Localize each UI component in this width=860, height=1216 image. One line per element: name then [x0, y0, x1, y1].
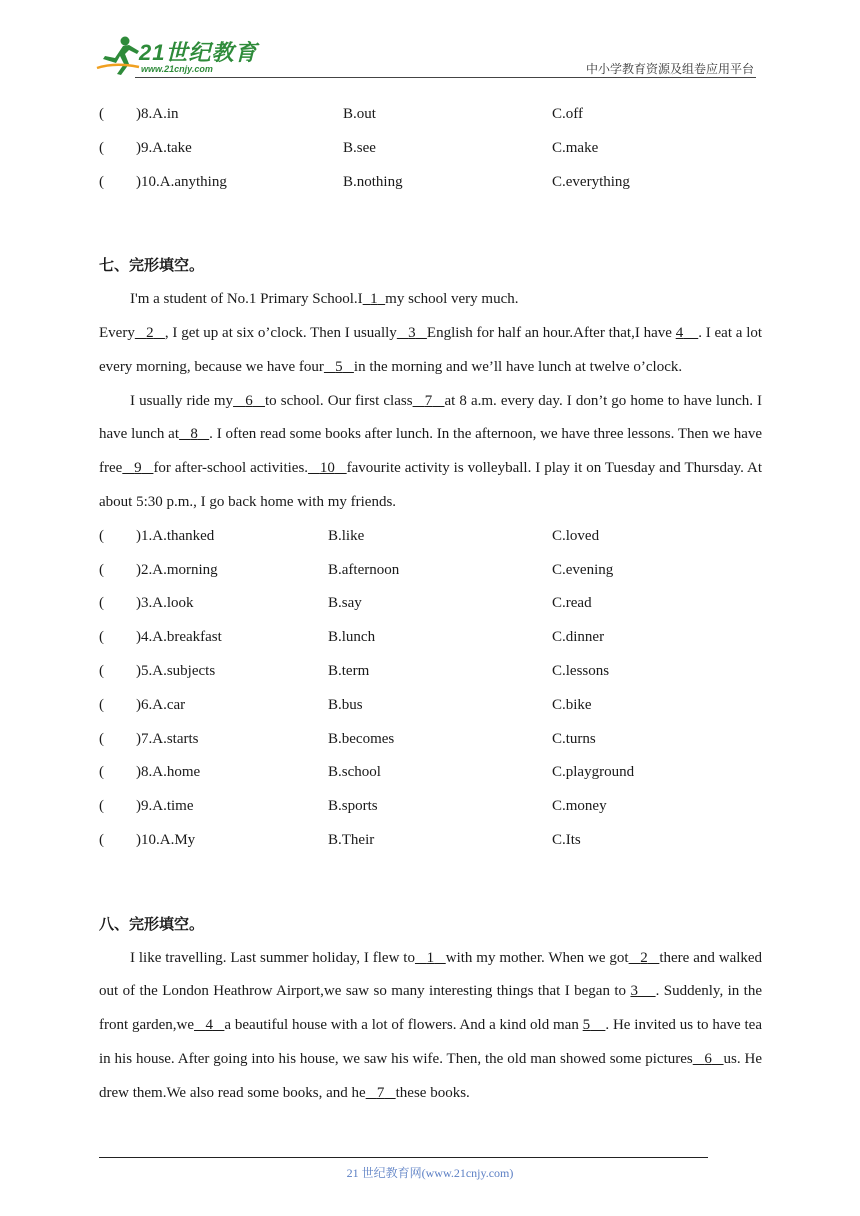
option-c: C.lessons	[552, 662, 610, 679]
section-7-title: 七、完形填空。	[99, 256, 205, 275]
option-row	[99, 790, 762, 824]
option-a: )10.A.My	[136, 831, 196, 848]
option-c: C.money	[552, 798, 607, 815]
page-header	[0, 0, 860, 90]
section-7-paragraph-2: Every 2 , I get up at six o’clock. Then I usually 3 English for half an hour.After that,I have 4 . I eat a lot every morning, because we have four 5 in the morning and we’ll have lunch at twelve o’clock.	[99, 324, 763, 375]
section-7-paragraph-1: I'm a student of No.1 Primary School.I 1 my school very much.	[130, 291, 519, 308]
blank-6: 6	[245, 392, 253, 409]
option-row	[99, 689, 762, 723]
answer-paren: (	[99, 595, 104, 612]
worksheet-content	[99, 98, 762, 1111]
option-b: B.bus	[328, 696, 363, 713]
blank-5: 5	[335, 358, 343, 375]
blank-4: 4	[205, 1017, 213, 1034]
section-8-title: 八、完形填空。	[99, 914, 205, 933]
option-a: )9.A.time	[136, 798, 194, 815]
section-7-paragraph-3: I usually ride my 6 to school. Our first class 7 at 8 a.m. every day. I don’t go home to have lunch. I have lunch at 8 . I often read some books after lunch. In the afternoon, we have three lessons. Then we have free 9 for after-school activities. 10 favourite activity is volleyball. I play it on Tuesday and Thursday. At about 5:30 p.m., I go back home with my friends.	[99, 392, 763, 510]
prev-section-options	[99, 98, 762, 199]
footer-source: 21 世纪教育网(www.21cnjy.com)	[346, 1166, 514, 1180]
answer-paren: (	[99, 106, 104, 122]
runner-logo-icon	[95, 34, 143, 76]
option-c: C.turns	[552, 730, 596, 747]
blank-9: 9	[134, 460, 142, 477]
option-b: B.Their	[328, 831, 375, 848]
option-row	[99, 587, 762, 621]
option-row	[99, 824, 762, 858]
answer-paren: (	[99, 139, 104, 156]
option-b: B.term	[328, 662, 370, 679]
blank-8: 8	[190, 426, 198, 443]
option-b: B.out	[343, 106, 376, 122]
blank-10: 10	[319, 460, 335, 477]
option-row	[99, 756, 762, 790]
option-c: C.loved	[552, 527, 600, 544]
blank-1: 1	[370, 291, 378, 308]
answer-paren: (	[99, 629, 104, 646]
option-row	[99, 132, 762, 166]
blank-3: 3	[630, 983, 638, 1000]
answer-paren: (	[99, 561, 104, 578]
option-b: B.school	[328, 764, 381, 781]
site-logo	[95, 34, 265, 76]
answer-paren: (	[99, 831, 104, 848]
blank-7: 7	[376, 1084, 385, 1101]
option-a: )1.A.thanked	[136, 527, 215, 544]
option-a: )10.A.anything	[136, 173, 227, 190]
option-c: C.read	[552, 595, 592, 612]
option-b: B.afternoon	[328, 561, 400, 578]
option-c: C.playground	[552, 764, 635, 781]
blank-7: 7	[424, 392, 433, 409]
option-b: B.nothing	[343, 173, 403, 190]
option-c: C.everything	[552, 173, 630, 190]
option-c: C.bike	[552, 696, 592, 713]
option-b: B.see	[343, 139, 376, 156]
option-c: C.make	[552, 139, 599, 156]
option-row	[99, 655, 762, 689]
option-row	[99, 554, 762, 588]
option-row	[99, 166, 762, 200]
blank-6: 6	[704, 1050, 712, 1067]
blank-2: 2	[640, 949, 648, 966]
option-a: )9.A.take	[136, 139, 192, 156]
answer-paren: (	[99, 730, 104, 747]
option-row	[99, 520, 762, 554]
header-divider	[135, 77, 756, 78]
option-a: )3.A.look	[136, 595, 194, 612]
option-a: )4.A.breakfast	[136, 629, 222, 646]
answer-paren: (	[99, 173, 104, 190]
platform-name: 中小学教育资源及组卷应用平台	[585, 62, 754, 76]
blank-5: 5	[582, 1017, 591, 1034]
option-row	[99, 621, 762, 655]
option-a: )6.A.car	[136, 696, 186, 713]
option-b: B.sports	[328, 798, 378, 815]
footer-divider	[99, 1157, 708, 1158]
logo-text: 21世纪教育	[139, 40, 258, 65]
option-a: )2.A.morning	[136, 561, 218, 578]
option-c: C.off	[552, 106, 583, 122]
blank-4: 4	[675, 324, 684, 341]
blank-3: 3	[408, 324, 416, 341]
option-b: B.becomes	[328, 730, 395, 747]
option-a: )5.A.subjects	[136, 662, 216, 679]
option-b: B.say	[328, 595, 362, 612]
blank-1: 1	[426, 949, 435, 966]
option-a: )8.A.home	[136, 764, 201, 781]
option-b: B.like	[328, 527, 365, 544]
answer-paren: (	[99, 764, 104, 781]
option-c: C.dinner	[552, 629, 605, 646]
section-7-options	[99, 520, 762, 858]
option-a: )7.A.starts	[136, 730, 199, 747]
option-c: C.evening	[552, 561, 614, 578]
section-8-paragraph-1: I like travelling. Last summer holiday, I flew to 1 with my mother. When we got 2 there and walked out of the London Heathrow Airport,we saw so many interesting things that I began to 3 . Suddenly, in the front garden,we 4 a beautiful house with a lot of flowers. And a kind old man 5 . He invited us to have tea in his house. After going into his house, we saw his wife. Then, the old man showed some pictures 6 us. He drew them.We also read some books, and he 7 these books.	[99, 949, 763, 1101]
option-b: B.lunch	[328, 629, 376, 646]
answer-paren: (	[99, 798, 104, 815]
option-row	[99, 723, 762, 757]
answer-paren: (	[99, 662, 104, 679]
option-c: C.Its	[552, 831, 581, 848]
blank-2: 2	[146, 324, 154, 341]
answer-paren: (	[99, 527, 104, 544]
logo-url: www.21cnjy.com	[141, 64, 213, 74]
option-row	[99, 98, 762, 132]
answer-paren: (	[99, 696, 104, 713]
option-a: )8.A.in	[136, 106, 179, 122]
